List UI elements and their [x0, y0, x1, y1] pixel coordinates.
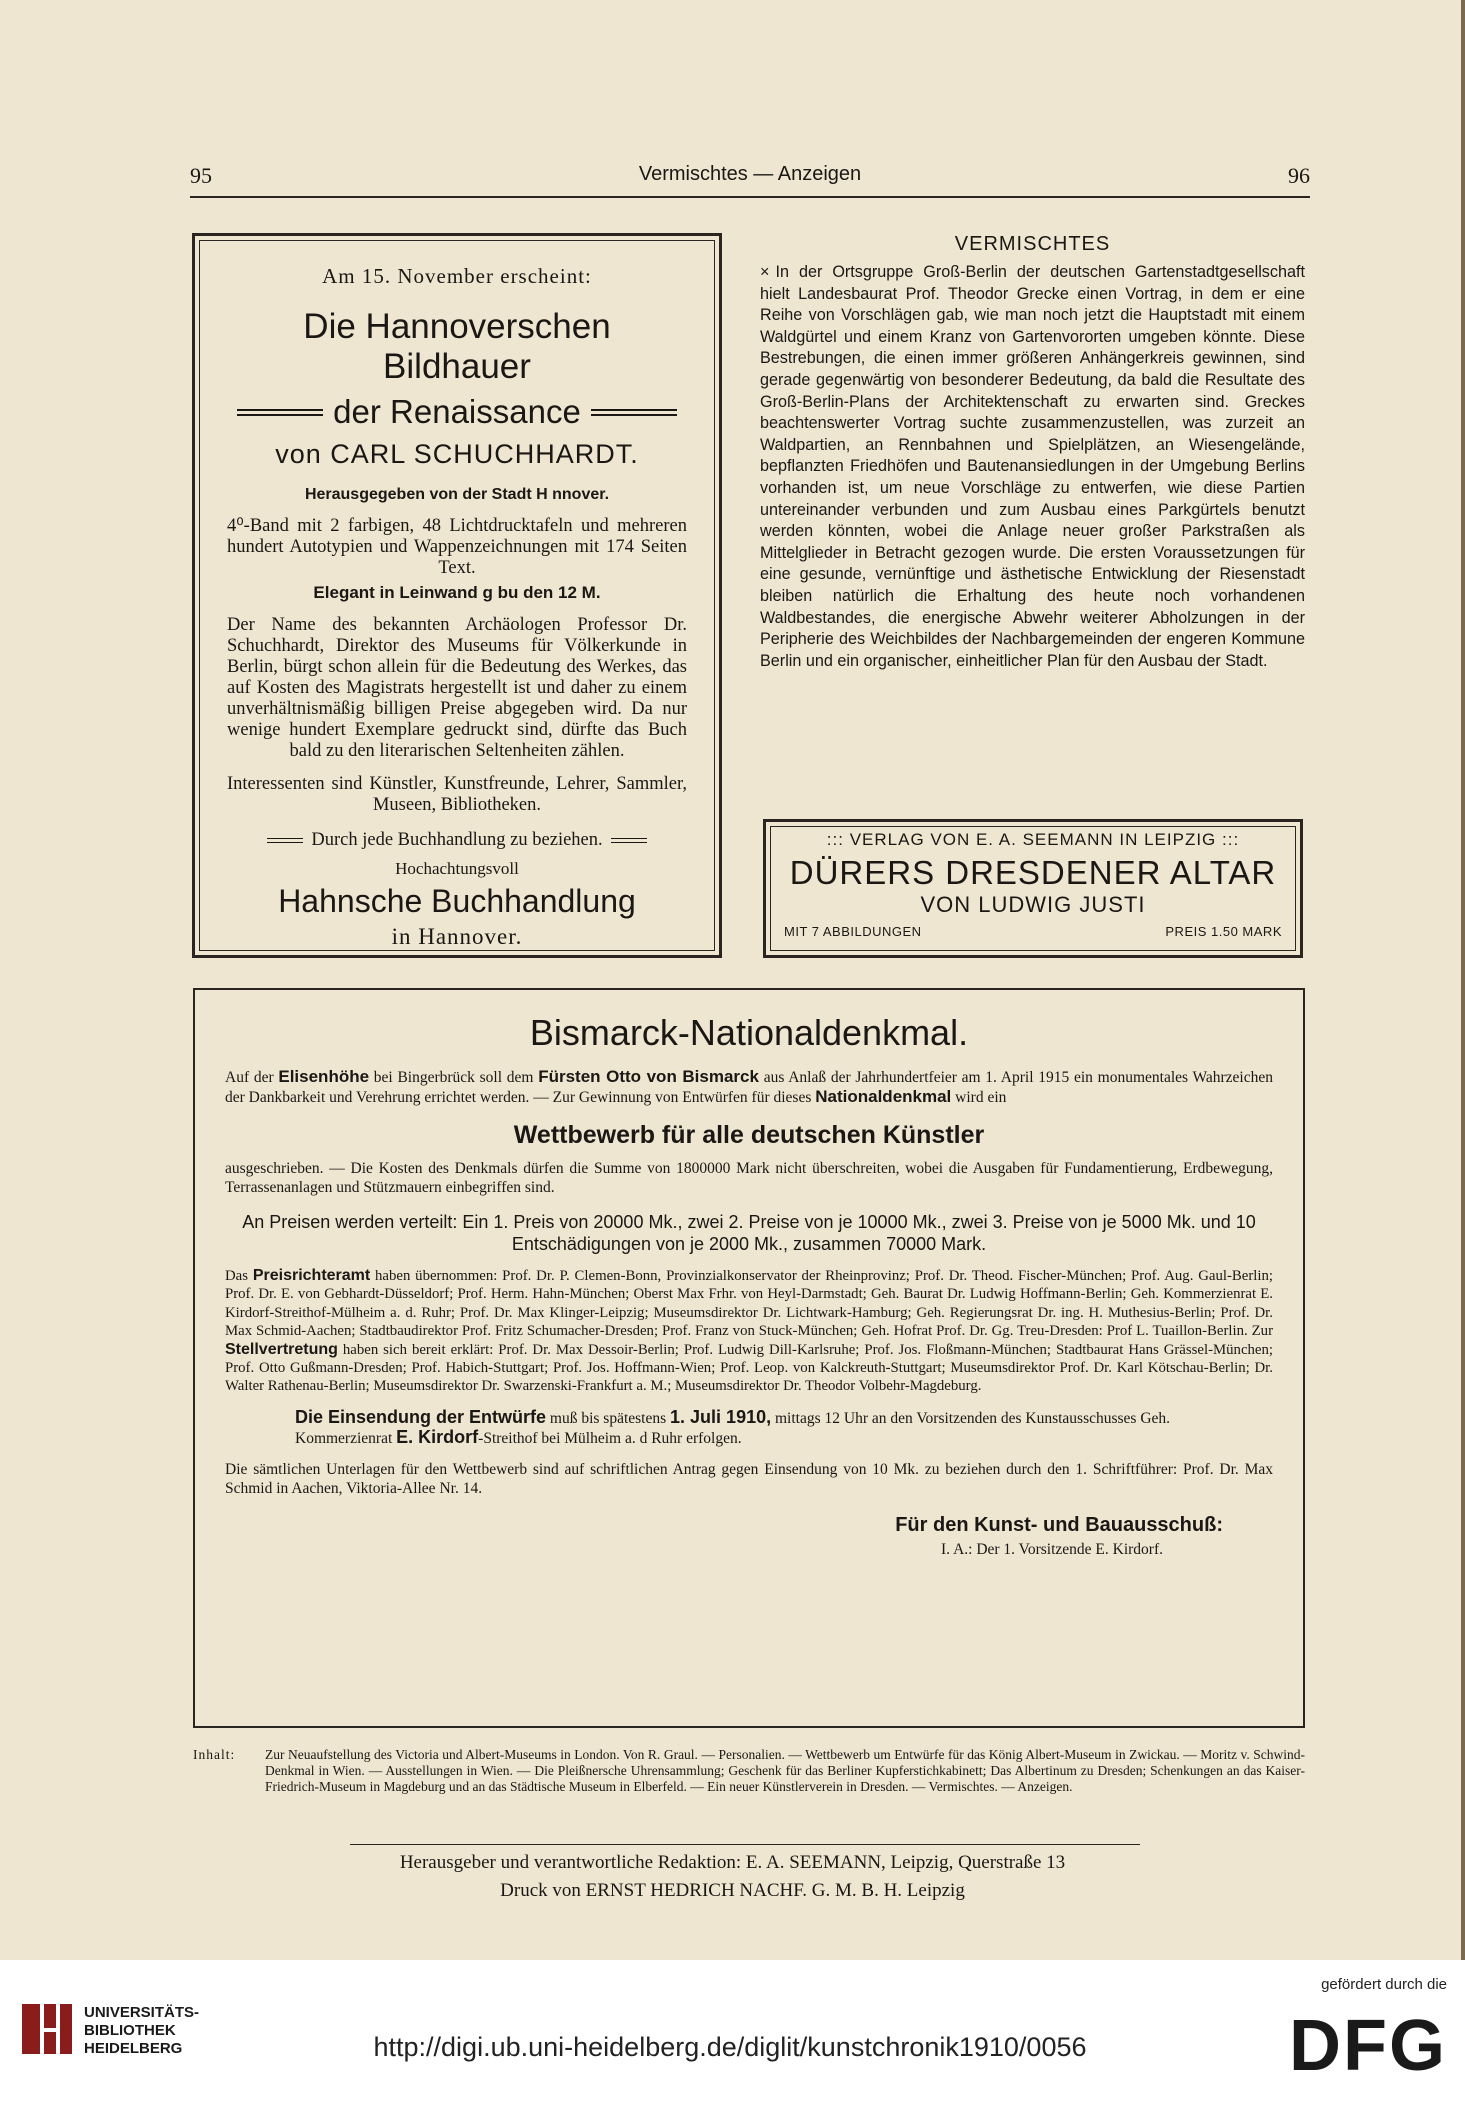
competition-costs: ausgeschrieben. — Die Kosten des Denkmals dürfen die Summe von 1800000 Mark nicht überschreiten, wobei die Ausgaben für Fundamentierung, Erdbewegung, Terrassenanlagen und Stützmauern einbegriffen sind.	[225, 1160, 1273, 1196]
jury-members: haben übernommen: Prof. Dr. P. Clemen-Bonn, Provinzialkonservator der Rheinprovinz; Prof. Dr. Theod. Fischer-München; Prof. Aug. Gaul-Berlin; Prof. Dr. E. von Gebhardt-Düsseldorf; Prof. Herm. Hahn-München; Oberst Max Frhr. von Heyl-Darmstadt; Geh. Baurat Dr. Ludwig Hoffmann-Berlin; Geh. Kommerzienrat E. Kirdorf-Streithof-Mülheim a. d. Ruhr; Prof. Dr. Max Klinger-Leipzig; Museumsdirektor Dr. Lichtwark-Hamburg; Geh. Regierungsrat Dr. ing. H. Muthesius-Berlin; Prof. Dr. Max Schmid-Aachen; Stadtbaudirektor Prof. Fritz Schumacher-Dresden; Prof. Franz von Stuck-München; Geh. Hofrat Prof. Dr. Gg. Treu-Dresden: Prof L. Tuaillon-Berlin. Zur	[225, 1268, 1273, 1340]
chairman-signature: I. A.: Der 1. Vorsitzende E. Kirdorf.	[941, 1540, 1163, 1558]
vermischtes-body	[760, 262, 1305, 672]
substitutes-members: haben sich bereit erklärt: Prof. Dr. Max Dessoir-Berlin; Prof. Ludwig Dill-Karlsruhe; Prof. Jos. Floßmann-München; Stadtbaurat Hans Grässel-München; Prof. Otto Gußmann-Dresden; Prof. Habich-Stuttgart; Prof. Jos. Hoffmann-Wien; Prof. Leop. von Kalckreuth-Stuttgart; Museumsdirektor Prof. Dr. Karl Kötschau-Berlin; Dr. Walter Rathenau-Berlin; Museumsdirektor Dr. Swarzenski-Frankfurt a. M.; Museumsdirektor Dr. Theodor Volbehr-Magdeburg.	[225, 1341, 1273, 1395]
ad-price: Elegant in Leinwand g bu den 12 M.	[313, 583, 601, 602]
ad-title-2: der Renaissance	[333, 393, 581, 430]
competition-prizes: An Preisen werden verteilt: Ein 1. Preis von 20000 Mk., zwei 2. Preise von je 10000 Mk., zwei 3. Preise von je 5000 Mk. und 10 Entschädigungen von je 2000 Mk., zusammen 70000 Mark.	[242, 1212, 1256, 1254]
deadline-b: muß bis spätestens	[546, 1409, 671, 1427]
jury-heading: Preisrichteramt	[252, 1267, 371, 1284]
contents-text: Zur Neuaufstellung des Victoria und Albert-Museums in London. Von R. Graul. — Personalien. — Wettbewerb um Entwürfe für das König Albert-Museum in Zwickau. — Moritz v. Schwind-Denkmal in Wien. — Ausstellungen in Wien. — Die Pleißnersche Uhrensammlung; Geschenk für das Berliner Kupferstichkabinett; Das Albertinum zu Dresden; Schenkungen an das Kaiser-Friedrich-Museum in Magdeburg und an das Städtische Museum in Elberfeld. — Ein neuer Künstlerverein in Dresden. — Vermischtes. — Anzeigen.	[265, 1747, 1305, 1794]
intro-a: Auf der	[225, 1069, 279, 1086]
ad-city: in Hannover.	[391, 924, 523, 949]
ad-format: 4⁰-Band mit 2 farbigen, 48 Lichtdrucktafeln und mehreren hundert Autotypien und Wappenzeichnungen mit 174 Seiten Text.	[227, 516, 687, 578]
page-edge	[1461, 0, 1465, 1960]
ad-interest: Interessenten sind Künstler, Kunstfreunde, Lehrer, Sammler, Museen, Bibliotheken.	[227, 774, 687, 815]
deadline-date: 1. Juli 1910,	[670, 1406, 772, 1427]
permalink-url[interactable]: http://digi.ub.uni-heidelberg.de/diglit/kunstchronik1910/0056	[373, 2032, 1087, 2062]
ad-duerers-altar	[763, 819, 1303, 958]
committee-signature: Für den Kunst- und Bauausschuß:	[895, 1513, 1223, 1536]
ad2-title: DÜRERS DRESDENER ALTAR	[789, 854, 1277, 891]
jury-list	[225, 1267, 1273, 1396]
digitization-footer	[0, 1960, 1465, 2105]
ad-double-rule-right	[591, 409, 677, 416]
dfg-logo: DFG	[1289, 2006, 1447, 2086]
ad2-author: VON LUDWIG JUSTI	[920, 892, 1146, 917]
ad-order: Durch jede Buchhandlung zu beziehen.	[311, 830, 603, 850]
deadline-f: -Streithof bei Mülheim a. d Ruhr erfolgen.	[478, 1429, 742, 1447]
ad-order-rule-left	[267, 838, 303, 843]
intro-location: Elisenhöhe	[278, 1067, 370, 1086]
library-line-1: UNIVERSITÄTS-	[84, 2004, 200, 2021]
ad-description: Der Name des bekannten Archäologen Professor Dr. Schuchhardt, Direktor des Museums für Völkerkunde in Berlin, bürgt schon allein für die Bedeutung des Werkes, das auf Kosten des Magistrats hergestellt ist und daher zu einem unverhältnismäßig billigen Preise abgegeben wird. Da nur wenige hundert Exemplare gedruckt sind, dürfte das Buch bald zu den literarischen Seltenheiten zählen.	[227, 615, 687, 761]
page-number-right: 96	[1288, 163, 1310, 188]
intro-c: bei Bingerbrück soll dem	[369, 1069, 539, 1086]
bismarck-competition	[193, 988, 1305, 1728]
substitutes-heading: Stellvertretung	[225, 1340, 338, 1358]
bismarck-intro	[225, 1068, 1273, 1107]
submission-deadline	[295, 1408, 1213, 1448]
intro-person: Fürsten Otto von Bismarck	[538, 1067, 759, 1086]
competition-heading: Wettbewerb für alle deutschen Künstler	[513, 1121, 985, 1149]
page-number-left: 95	[190, 163, 212, 188]
ad-title-2-row	[227, 393, 687, 431]
ad2-details	[784, 924, 1282, 939]
ad2-illustrations: MIT 7 ABBILDUNGEN	[784, 924, 922, 939]
ad-greeting: Hochachtungsvoll	[395, 859, 519, 878]
ad-order-row	[227, 830, 687, 851]
ad-author: von CARL SCHUCHHARDT.	[275, 439, 639, 469]
vermischtes-text: In der Ortsgruppe Groß-Berlin der deutschen Gartenstadtgesellschaft hielt Landesbaurat Prof. Theodor Grecke einen Vortrag, in dem er eine Reihe von Vorschlägen gab, wie man noch jetzt die Hauptstadt mit einem Waldgürtel und einem Kranz von Gartenvororten umgeben könnte. Diese Bestrebungen, die einen immer größeren Anhängerkreis gewinnen, sind gerade gegenwärtig von besonderer Bedeutung, da bald die Resultate des Groß-Berlin-Plans der Architektenschaft zu erwarten sind. Greckes beachtenswerter Vortrag suchte zusammenzustellen, was zurzeit an Waldpartien, an Rennbahnen und Spielplätzen, an Wiesengelände, bepflanzten Friedhöfen und Bautenansiedlungen in der Umgebung Berlins vorhanden ist, um neue Vorschläge zu entwerfen, wie diese Partien untereinander verbunden und zum Ausbau eines Parkgürtels benutzt werden könnten, wobei die Anlage neuer großer Parkstraßen als Mittelglieder in Betracht gezogen wurde. Die ersten Voraussetzungen für eine gesunde, vernünftige und ästhetische Entwicklung der Riesenstadt bleiben natürlich die Erhaltung des heute noch vorhandenen Waldbestandes, die energische Abwehr weiterer Abholzungen in der Peripherie des Weichbildes der Nachbargemeinden der engeren Kommune Berlin und ein organischer, einheitlicher Plan für den Ausbau der Stadt.	[760, 263, 1305, 670]
ad-publisher: Herausgegeben von der Stadt H nnover.	[304, 486, 610, 503]
funding-note: gefördert durch die	[1321, 1976, 1447, 1993]
intro-g: wird ein	[951, 1088, 1007, 1106]
ad2-publisher: ::: VERLAG VON E. A. SEEMANN IN LEIPZIG :::	[826, 830, 1240, 849]
jury-a: Das	[225, 1268, 253, 1284]
ad-order-rule-right	[611, 838, 647, 843]
section-title: Vermischtes — Anzeigen	[638, 163, 862, 185]
library-line-3: HEIDELBERG	[84, 2040, 183, 2057]
documents-info: Die sämtlichen Unterlagen für den Wettbewerb sind auf schriftlichen Antrag gegen Einsendung von 10 Mk. zu beziehen durch den 1. Schriftführer: Prof. Dr. Max Schmid in Aachen, Viktoria-Allee Nr. 14.	[225, 1460, 1273, 1497]
contents-label: Inhalt:	[193, 1747, 236, 1762]
header-rule	[190, 196, 1310, 198]
intro-e: aus Anlaß der Jahrhundertfeier am 1. April 1915 ein monumentales Wahrzeichen der Dankbarkeit und Verehrung errichtet werden. — Zur Gewinnung von Entwürfen für dieses	[225, 1069, 1273, 1106]
vermischtes-section	[760, 233, 1305, 672]
ad2-price: PREIS 1.50 MARK	[1165, 924, 1282, 939]
imprint-printer: Druck von ERNST HEDRICH NACHF. G. M. B. H. Leipzig	[500, 1880, 965, 1901]
imprint-rule	[350, 1844, 1140, 1845]
intro-monument: Nationaldenkmal	[815, 1086, 952, 1106]
ad-double-rule-left	[237, 409, 323, 416]
library-name	[84, 2004, 199, 2058]
bismarck-title: Bismarck-Nationaldenkmal.	[529, 1012, 969, 1053]
ad-hannoversche-bildhauer	[192, 233, 722, 958]
library-line-2: BIBLIOTHEK	[84, 2022, 176, 2039]
ad-title-1: Die Hannoverschen Bildhauer	[303, 307, 611, 386]
cross-marker: ×	[760, 263, 770, 281]
university-library-logo-icon	[18, 2000, 76, 2058]
ad-firm: Hahnsche Buchhandlung	[278, 883, 636, 919]
ad-announce: Am 15. November erscheint:	[322, 264, 592, 288]
deadline-name: E. Kirdorf	[396, 1426, 479, 1447]
deadline-heading: Die Einsendung der Entwürfe	[295, 1406, 547, 1427]
imprint-editor: Herausgeber und verantwortliche Redaktion: E. A. SEEMANN, Leipzig, Querstraße 13	[399, 1852, 1066, 1873]
deadline-d: mittags 12 Uhr an den Vorsitzenden des Kunstausschusses Geh. Kommerzienrat	[295, 1409, 1171, 1447]
contents-block	[193, 1747, 1305, 1795]
vermischtes-title: VERMISCHTES	[954, 233, 1111, 255]
